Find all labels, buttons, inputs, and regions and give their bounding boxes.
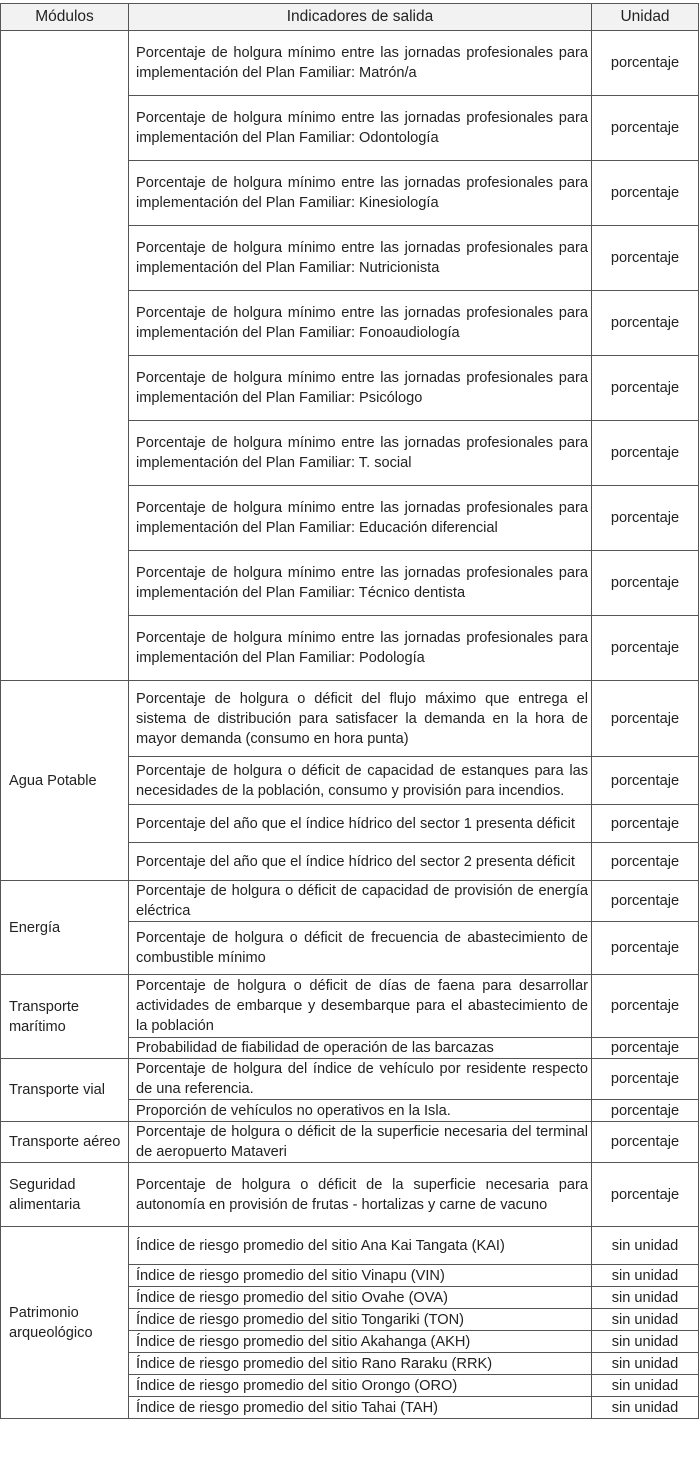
table-row bbox=[1, 1227, 699, 1265]
indicator-cell: Porcentaje de holgura mínimo entre las jornadas profesionales para implementación del Plan Familiar: T. social bbox=[129, 421, 592, 486]
unit-cell: porcentaje bbox=[592, 291, 699, 356]
table-row bbox=[1, 1163, 699, 1227]
unit-cell: sin unidad bbox=[592, 1309, 699, 1331]
indicator-cell: Índice de riesgo promedio del sitio Ovahe (OVA) bbox=[129, 1287, 592, 1309]
indicator-cell: Índice de riesgo promedio del sitio Ana Kai Tangata (KAI) bbox=[129, 1227, 592, 1265]
unit-cell: sin unidad bbox=[592, 1265, 699, 1287]
indicator-cell: Porcentaje de holgura o déficit de la superficie necesaria para autonomía en provisión de frutas - hortalizas y carne de vacuno bbox=[129, 1163, 592, 1227]
indicator-cell: Porcentaje de holgura mínimo entre las jornadas profesionales para implementación del Plan Familiar: Matrón/a bbox=[129, 31, 592, 96]
indicator-cell: Porcentaje de holgura o déficit de capacidad de estanques para las necesidades de la población, consumo y provisión para incendios. bbox=[129, 757, 592, 805]
indicator-cell: Índice de riesgo promedio del sitio Tahai (TAH) bbox=[129, 1397, 592, 1419]
unit-cell: porcentaje bbox=[592, 681, 699, 757]
unit-cell: porcentaje bbox=[592, 1122, 699, 1163]
module-cell: Patrimonio arqueológico bbox=[1, 1227, 129, 1419]
indicator-cell: Porcentaje de holgura o déficit del flujo máximo que entrega el sistema de distribución para satisfacer la demanda en la hora de mayor demanda (consumo en hora punta) bbox=[129, 681, 592, 757]
table-row bbox=[1, 975, 699, 1038]
indicator-cell: Porcentaje de holgura del índice de vehículo por residente respecto de una referencia. bbox=[129, 1059, 592, 1100]
unit-cell: porcentaje bbox=[592, 1059, 699, 1100]
table-row bbox=[1, 1059, 699, 1100]
unit-cell: porcentaje bbox=[592, 922, 699, 975]
unit-cell: porcentaje bbox=[592, 1163, 699, 1227]
table-row bbox=[1, 31, 699, 96]
indicator-cell: Porcentaje del año que el índice hídrico del sector 2 presenta déficit bbox=[129, 843, 592, 881]
unit-cell: porcentaje bbox=[592, 881, 699, 922]
unit-cell: porcentaje bbox=[592, 975, 699, 1038]
table-row bbox=[1, 1122, 699, 1163]
indicators-table bbox=[0, 3, 699, 1419]
module-cell: Seguridad alimentaria bbox=[1, 1163, 129, 1227]
unit-cell: sin unidad bbox=[592, 1397, 699, 1419]
indicator-cell: Porcentaje de holgura mínimo entre las jornadas profesionales para implementación del Plan Familiar: Técnico dentista bbox=[129, 551, 592, 616]
module-cell bbox=[1, 31, 129, 681]
header-unidad: Unidad bbox=[592, 4, 699, 31]
header-row bbox=[1, 4, 699, 31]
module-cell: Energía bbox=[1, 881, 129, 975]
indicator-cell: Índice de riesgo promedio del sitio Vinapu (VIN) bbox=[129, 1265, 592, 1287]
unit-cell: porcentaje bbox=[592, 421, 699, 486]
unit-cell: porcentaje bbox=[592, 31, 699, 96]
unit-cell: porcentaje bbox=[592, 805, 699, 843]
unit-cell: porcentaje bbox=[592, 356, 699, 421]
indicator-cell: Probabilidad de fiabilidad de operación de las barcazas bbox=[129, 1038, 592, 1059]
indicator-cell: Proporción de vehículos no operativos en la Isla. bbox=[129, 1100, 592, 1122]
indicator-cell: Porcentaje de holgura mínimo entre las jornadas profesionales para implementación del Plan Familiar: Podología bbox=[129, 616, 592, 681]
unit-cell: porcentaje bbox=[592, 1038, 699, 1059]
indicator-cell: Porcentaje de holgura mínimo entre las jornadas profesionales para implementación del Plan Familiar: Kinesiología bbox=[129, 161, 592, 226]
table-row bbox=[1, 681, 699, 757]
indicator-cell: Porcentaje de holgura o déficit de capacidad de provisión de energía eléctrica bbox=[129, 881, 592, 922]
unit-cell: porcentaje bbox=[592, 161, 699, 226]
indicator-cell: Porcentaje de holgura mínimo entre las jornadas profesionales para implementación del Plan Familiar: Psicólogo bbox=[129, 356, 592, 421]
unit-cell: porcentaje bbox=[592, 1100, 699, 1122]
header-indicadores: Indicadores de salida bbox=[129, 4, 592, 31]
indicator-cell: Porcentaje de holgura mínimo entre las jornadas profesionales para implementación del Plan Familiar: Odontología bbox=[129, 96, 592, 161]
module-cell: Agua Potable bbox=[1, 681, 129, 881]
indicator-cell: Índice de riesgo promedio del sitio Orongo (ORO) bbox=[129, 1375, 592, 1397]
indicator-cell: Porcentaje de holgura mínimo entre las jornadas profesionales para implementación del Plan Familiar: Fonoaudiología bbox=[129, 291, 592, 356]
indicator-cell: Porcentaje de holgura mínimo entre las jornadas profesionales para implementación del Plan Familiar: Educación diferencial bbox=[129, 486, 592, 551]
table-row bbox=[1, 881, 699, 922]
unit-cell: porcentaje bbox=[592, 843, 699, 881]
indicator-cell: Porcentaje del año que el índice hídrico del sector 1 presenta déficit bbox=[129, 805, 592, 843]
unit-cell: porcentaje bbox=[592, 96, 699, 161]
unit-cell: porcentaje bbox=[592, 757, 699, 805]
unit-cell: sin unidad bbox=[592, 1287, 699, 1309]
indicator-cell: Porcentaje de holgura mínimo entre las jornadas profesionales para implementación del Plan Familiar: Nutricionista bbox=[129, 226, 592, 291]
indicator-cell: Índice de riesgo promedio del sitio Akahanga (AKH) bbox=[129, 1331, 592, 1353]
unit-cell: porcentaje bbox=[592, 486, 699, 551]
indicator-cell: Porcentaje de holgura o déficit de frecuencia de abastecimiento de combustible mínimo bbox=[129, 922, 592, 975]
module-cell: Transporte marítimo bbox=[1, 975, 129, 1059]
indicator-cell: Porcentaje de holgura o déficit de días de faena para desarrollar actividades de embarque y desembarque para el abastecimiento de la población bbox=[129, 975, 592, 1038]
indicator-cell: Índice de riesgo promedio del sitio Rano Raraku (RRK) bbox=[129, 1353, 592, 1375]
unit-cell: sin unidad bbox=[592, 1375, 699, 1397]
indicator-cell: Porcentaje de holgura o déficit de la superficie necesaria del terminal de aeropuerto Mataveri bbox=[129, 1122, 592, 1163]
unit-cell: porcentaje bbox=[592, 226, 699, 291]
unit-cell: sin unidad bbox=[592, 1331, 699, 1353]
module-cell: Transporte vial bbox=[1, 1059, 129, 1122]
header-modulos: Módulos bbox=[1, 4, 129, 31]
table-body bbox=[1, 31, 699, 1419]
unit-cell: sin unidad bbox=[592, 1353, 699, 1375]
unit-cell: porcentaje bbox=[592, 616, 699, 681]
indicator-cell: Índice de riesgo promedio del sitio Tongariki (TON) bbox=[129, 1309, 592, 1331]
unit-cell: porcentaje bbox=[592, 551, 699, 616]
unit-cell: sin unidad bbox=[592, 1227, 699, 1265]
module-cell: Transporte aéreo bbox=[1, 1122, 129, 1163]
